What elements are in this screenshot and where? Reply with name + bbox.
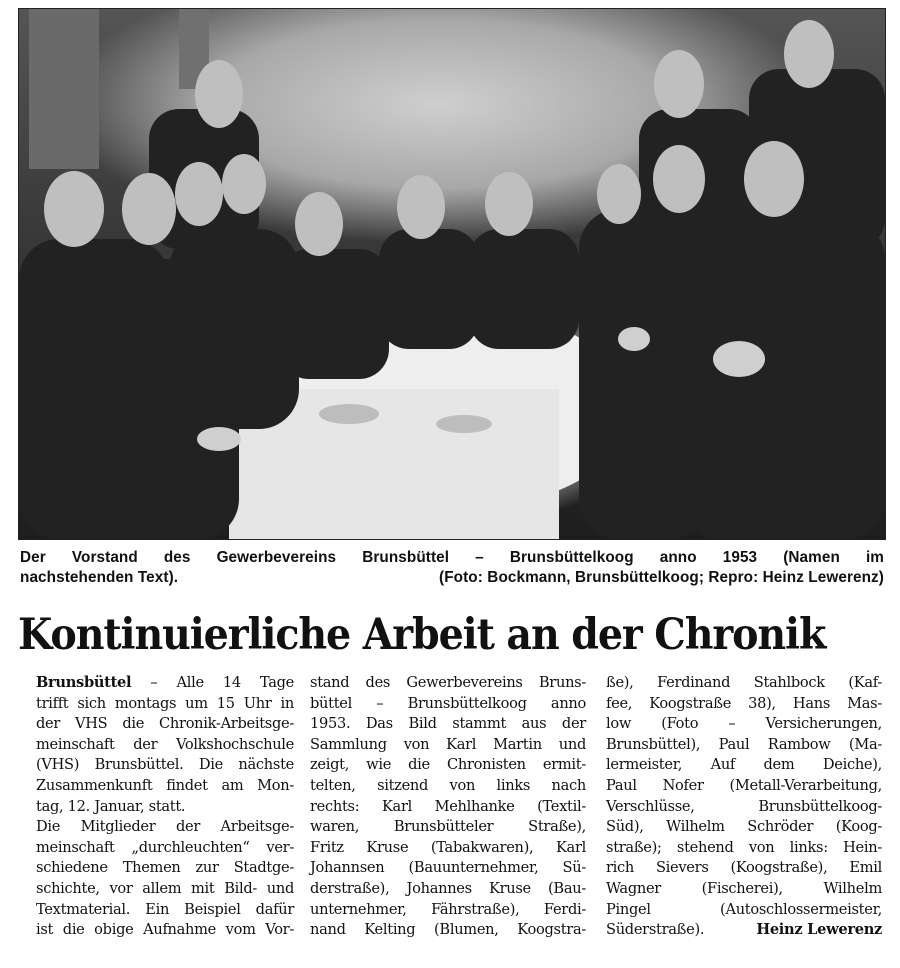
- column-line: meinschaft „durchleuchten“ ver-: [36, 838, 294, 856]
- article-column-3: [606, 673, 882, 941]
- column-line: schichte, vor allem mit Bild- und: [36, 879, 294, 897]
- column-line: Pingel (Autoschlossermeister,: [606, 900, 882, 918]
- column-line: rich Sievers (Koogstraße), Emil: [606, 859, 882, 877]
- column-line: fee, Koogstraße 38), Hans Mas-: [606, 694, 882, 712]
- column-line: meinschaft der Volkshochschule: [36, 735, 294, 753]
- column-line: Wagner (Fischerei), Wilhelm: [606, 879, 882, 897]
- column-line: Zusammenkunft findet am Mon-: [36, 776, 294, 794]
- column-line: (VHS) Brunsbüttel. Die nächste: [36, 756, 294, 774]
- caption-line-2-left: nachstehenden Text).: [20, 569, 179, 586]
- column-line: Johannsen (Bauunternehmer, Sü-: [310, 859, 586, 877]
- column-line: der VHS die Chronik-Arbeitsge-: [36, 715, 294, 733]
- group-photo-icon: [19, 9, 885, 539]
- caption-line-2: [20, 568, 884, 588]
- column-line: derstraße), Johannes Kruse (Bau-: [310, 879, 586, 897]
- column-line: waren, Brunsbütteler Straße),: [310, 818, 586, 836]
- column-line: stand des Gewerbevereins Bruns-: [310, 674, 586, 691]
- column-line: nand Kelting (Blumen, Koogstra-: [310, 921, 586, 939]
- column-line: Brunsbüttel), Paul Rambow (Ma-: [606, 735, 882, 753]
- photo-credit: (Foto: Bockmann, Brunsbüttelkoog; Repro: Heinz Lewerenz): [439, 569, 884, 586]
- column-line: low (Foto – Versicherungen,: [606, 715, 882, 733]
- column-line: Süd), Wilhelm Schröder (Koog-: [606, 818, 882, 836]
- photo-caption: [20, 548, 884, 588]
- article-column-1: [36, 673, 294, 941]
- column-line: rechts: Karl Mehlhanke (Textil-: [310, 797, 586, 815]
- column-line: ße), Ferdinand Stahlbock (Kaf-: [606, 674, 882, 691]
- column-line: schiedene Themen zur Stadtge-: [36, 859, 294, 877]
- column-line-final: [606, 920, 882, 941]
- column-line: lermeister, Auf dem Deiche),: [606, 756, 882, 774]
- column-line: unternehmer, Fährstraße), Ferdi-: [310, 900, 586, 918]
- author-byline: Heinz Lewerenz: [756, 921, 882, 939]
- column-line: telten, sitzend von links nach: [310, 776, 586, 794]
- column-line: Paul Nofer (Metall-Verarbeitung,: [606, 776, 882, 794]
- dateline: Brunsbüttel: [36, 674, 132, 691]
- column-line: Verschlüsse, Brunsbüttelkoog-: [606, 797, 882, 815]
- wall-pattern: [29, 9, 99, 169]
- final-text: Süderstraße).: [606, 921, 705, 939]
- article-column-2: [310, 673, 586, 941]
- column-line: zeigt, wie die Chronisten ermit-: [310, 756, 586, 774]
- column-line: trifft sich montags um 15 Uhr in: [36, 694, 294, 712]
- column-line: 1953. Das Bild stammt aus der: [310, 715, 586, 733]
- column-line: Brunsbüttel – Alle 14 Tage: [36, 674, 294, 691]
- column-line: ist die obige Aufnahme vom Vor-: [36, 921, 294, 939]
- column-line: büttel – Brunsbüttelkoog anno: [310, 694, 586, 712]
- group-photo: [18, 8, 886, 540]
- caption-line-1: Der Vorstand des Gewerbevereins Brunsbüttel – Brunsbüttelkoog anno 1953 (Namen im: [20, 549, 884, 566]
- column-line: Die Mitglieder der Arbeitsge-: [36, 818, 294, 836]
- article-headline: Kontinuierliche Arbeit an der Chronik: [18, 610, 826, 660]
- column-line: Textmaterial. Ein Beispiel dafür: [36, 900, 294, 918]
- column-line: Fritz Kruse (Tabakwaren), Karl: [310, 838, 586, 856]
- column-line: Sammlung von Karl Martin und: [310, 735, 586, 753]
- column-line: straße); stehend von links: Hein-: [606, 838, 882, 856]
- column-line: tag, 12. Januar, statt.: [36, 797, 186, 815]
